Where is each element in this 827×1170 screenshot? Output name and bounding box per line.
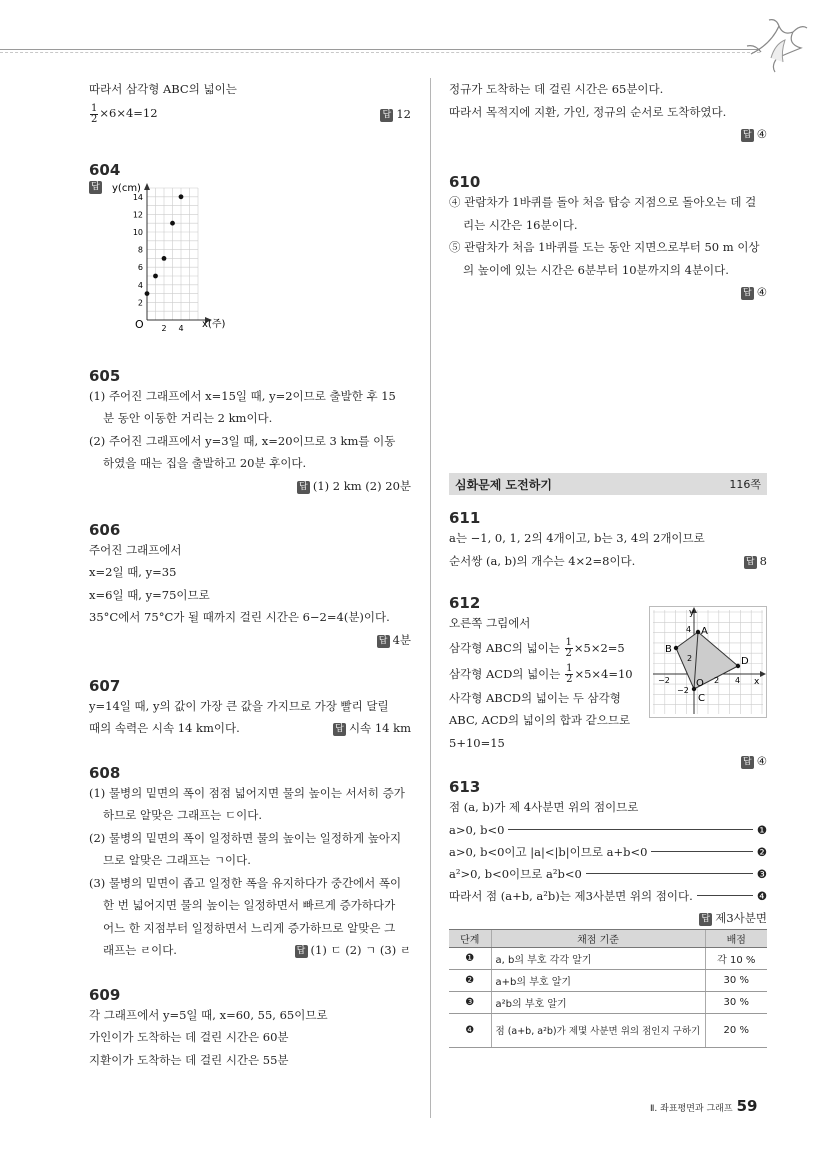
solution-611 (449, 527, 767, 572)
solution-606 (89, 539, 411, 651)
solution-line: 리는 시간은 16분이다. (463, 217, 578, 232)
solution-line: 점 (a, b)가 제 4사분면 위의 점이므로 (449, 800, 639, 814)
answer: 답 4분 (89, 629, 411, 651)
left-column (89, 78, 411, 1071)
solution-line: 분 동안 이동한 거리는 2 km이다. (103, 411, 273, 425)
problem-number: 608 (89, 763, 121, 782)
solution-line: 순서쌍 (a, b)의 개수는 4×2=8이다. (449, 553, 636, 568)
x-tick-label: 2 (161, 323, 167, 333)
data-point (170, 220, 175, 225)
right-column (449, 78, 767, 1048)
solution-line: (1) 물병의 밑면의 폭이 점점 넓어지면 물의 높이는 서서히 증가 (89, 785, 405, 800)
solution-line: y=14일 때, y의 값이 가장 큰 값을 가지므로 가장 빨리 달릴 (89, 698, 389, 713)
solution-605 (89, 385, 411, 497)
solution-line: a는 −1, 0, 1, 2의 4개이고, b는 3, 4의 2개이므로 (449, 531, 705, 545)
origin-label: O (135, 317, 144, 331)
scoring-table (449, 929, 767, 1048)
answer-badge: 답 (89, 181, 102, 194)
section-page: 116쪽 (729, 478, 761, 491)
solution-line: 사각형 ABCD의 넓이는 두 삼각형 (449, 690, 621, 705)
y-axis-label: y (689, 608, 695, 618)
y-axis-label: y(cm) (112, 182, 141, 194)
solution-609-continued (449, 78, 767, 145)
graph-604 (89, 179, 411, 339)
step-row: a²>0, b<0이므로 a²b<0 ❸ (449, 866, 767, 881)
header-rule (0, 49, 760, 50)
x-tick-label: 4 (178, 323, 184, 333)
solution-609 (89, 1004, 411, 1072)
intro-block (89, 78, 411, 127)
problem-number: 613 (449, 778, 481, 796)
scatter-chart (107, 179, 257, 339)
y-tick-label: 2 (137, 297, 143, 307)
point-label-d: D (741, 656, 749, 667)
coordinate-figure (649, 606, 767, 718)
answer: 답 시속 14 km (333, 717, 411, 740)
solution-line: 삼각형 ABC의 넓이는 $\frac{1}{2}$ ×5×2=5 (449, 637, 625, 659)
solution-line: (2) 물병의 밑면의 폭이 일정하면 물의 높이는 일정하게 높아지 (89, 830, 402, 845)
solution-line: ④ 관람차가 1바퀴를 돌아 처음 탑승 지점으로 돌아오는 데 걸 (449, 195, 757, 209)
y-tick-label: 4 (137, 280, 143, 290)
fraction: $\frac{1}{2}$ (91, 102, 98, 125)
answer: 답 (1) 2 km (2) 20분 (89, 475, 411, 497)
solution-line: 때의 속력은 시속 14 km이다. (89, 721, 240, 735)
solution-607 (89, 695, 411, 740)
solution-line: 하였을 때는 집을 출발하고 20분 후이다. (103, 456, 307, 470)
data-point (153, 273, 158, 278)
solution-line: 므로 알맞은 그래프는 ㄱ이다. (103, 853, 251, 867)
solution-line: 한 번 넓어지면 물의 높이는 일정하면서 빠르게 증가하다가 (103, 898, 396, 912)
solution-line: ABC, ACD의 넓이의 합과 같으므로 (449, 713, 631, 727)
table-row: ❷ a+b의 부호 알기 30 % (449, 969, 767, 991)
answer: 답 ④ (449, 281, 767, 303)
answer: 답 (1) ㄷ (2) ㄱ (3) ㄹ (295, 939, 411, 962)
step-row: a>0, b<0이고 |a|<|b|이므로 a+b<0 ❷ (449, 844, 767, 859)
answer: 답 제3사분면 (449, 907, 767, 929)
problem-number: 606 (89, 520, 121, 539)
point-label-c: C (698, 693, 705, 704)
tick-label: −2 (677, 686, 689, 695)
y-tick-label: 14 (132, 192, 143, 202)
section-title: 심화문제 도전하기 (455, 477, 552, 492)
solution-613 (449, 796, 767, 1048)
problem-number: 612 (449, 594, 481, 612)
solution-line: 래프는 ㄹ이다. (103, 943, 177, 957)
table-row: ❶ a, b의 부호 각각 알기 각 10 % (449, 947, 767, 969)
solution-line: 오른쪽 그림에서 (449, 616, 531, 630)
answer: 답 12 (380, 103, 411, 125)
table-header-row (449, 929, 767, 947)
solution-610 (449, 191, 767, 303)
column-header: 채점 기준 (491, 929, 705, 947)
y-tick-label: 12 (132, 209, 143, 219)
tick-label: 4 (686, 625, 692, 634)
solution-line: x=2일 때, y=35 (89, 565, 177, 579)
x-axis-label: x(주) (202, 318, 226, 330)
solution-line: 어느 한 지점부터 일정하면서 느리게 증가하므로 알맞은 그 (103, 920, 396, 935)
problem-number: 607 (89, 676, 121, 695)
problem-number: 604 (89, 160, 121, 179)
column-divider (430, 78, 431, 1118)
solution-line: 정규가 도착하는 데 걸린 시간은 65분이다. (449, 82, 664, 96)
step-row: a>0, b<0 ❶ (449, 822, 767, 837)
answer: 답 8 (744, 550, 767, 573)
problem-number: 611 (449, 509, 481, 527)
header-rule-dashed (0, 52, 760, 53)
solution-line: 따라서 목적지에 지환, 가인, 정규의 순서로 도착하였다. (449, 104, 727, 119)
y-tick-label: 6 (137, 262, 143, 272)
origin-label: O (696, 678, 704, 689)
table-row: ❹ 점 (a+b, a²b)가 제몇 사분면 위의 점인지 구하기 20 % (449, 1013, 767, 1047)
data-point (145, 291, 150, 296)
solution-line: 하므로 알맞은 그래프는 ㄷ이다. (103, 808, 263, 822)
answer: 답 ④ (741, 750, 767, 772)
point-label-a: A (701, 626, 708, 637)
solution-line: 가인이가 도착하는 데 걸린 시간은 60분 (89, 1030, 289, 1044)
solution-line: 주어진 그래프에서 (89, 542, 182, 557)
page-footer (650, 1097, 757, 1115)
column-header: 단계 (449, 929, 491, 947)
tick-label: 4 (735, 676, 741, 685)
data-point (162, 256, 167, 261)
solution-612 (449, 608, 767, 768)
intro-expression: $\frac{1}{2}$ ×6×4=12 (91, 102, 158, 125)
x-axis-label: x (754, 677, 760, 687)
answer: 답 ④ (449, 123, 767, 145)
table-row: ❸ a²b의 부호 알기 30 % (449, 991, 767, 1013)
solution-line: x=6일 때, y=75이므로 (89, 587, 210, 602)
solution-line: 삼각형 ACD의 넓이는 $\frac{1}{2}$ ×5×4=10 (449, 663, 633, 685)
y-tick-label: 8 (137, 245, 143, 255)
data-point (179, 194, 184, 199)
tick-label: −2 (658, 676, 670, 685)
solution-608 (89, 782, 411, 962)
tick-label: 2 (714, 676, 720, 685)
solution-line: (3) 물병의 밑면이 좁고 일정한 폭을 유지하다가 중간에서 폭이 (89, 875, 402, 890)
solution-line: 의 높이에 있는 시간은 6분부터 10분까지의 4분이다. (463, 262, 729, 277)
tree-sketch-icon (741, 14, 811, 74)
problem-number: 609 (89, 985, 121, 1004)
column-header: 배점 (705, 929, 767, 947)
solution-line: (2) 주어진 그래프에서 y=3일 때, x=20이므로 3 km를 이동 (89, 433, 396, 448)
page-number: 59 (736, 1097, 758, 1115)
problem-number: 610 (449, 173, 481, 191)
section-header (449, 473, 767, 495)
chapter-title: Ⅱ. 좌표평면과 그래프 (650, 1104, 733, 1114)
step-row: 따라서 점 (a+b, a²b)는 제3사분면 위의 점이다. ❹ (449, 888, 767, 903)
y-tick-label: 10 (132, 227, 143, 237)
solution-line: 각 그래프에서 y=5일 때, x=60, 55, 65이므로 (89, 1007, 328, 1022)
solution-line: 5+10=15 (449, 735, 505, 750)
problem-number: 605 (89, 366, 121, 385)
solution-line: ⑤ 관람차가 처음 1바퀴를 도는 동안 지면으로부터 50 m 이상 (449, 240, 760, 254)
intro-line: 따라서 삼각형 ABC의 넓이는 (89, 82, 237, 96)
solution-line: (1) 주어진 그래프에서 x=15일 때, y=2이므로 출발한 후 15 (89, 388, 396, 403)
point-label-b: B (665, 644, 672, 655)
solution-line: 지환이가 도착하는 데 걸린 시간은 55분 (89, 1052, 289, 1067)
solution-line: 35°C에서 75°C가 될 때까지 걸린 시간은 6−2=4(분)이다. (89, 610, 390, 624)
tick-label: 2 (687, 654, 693, 663)
